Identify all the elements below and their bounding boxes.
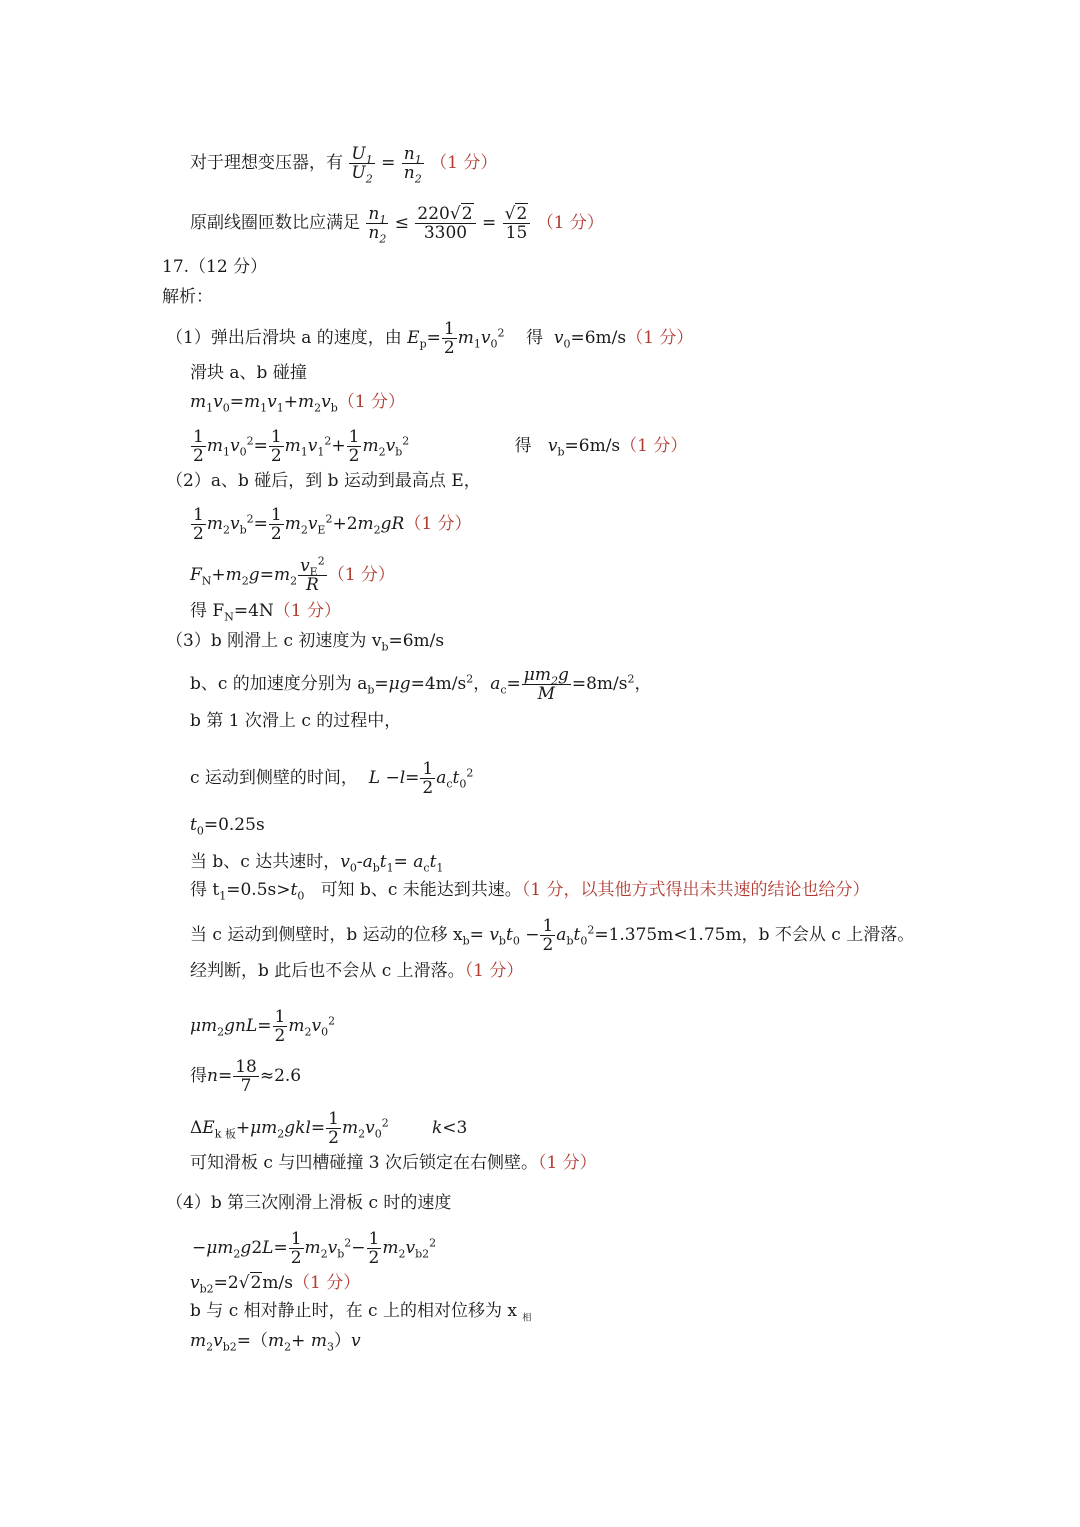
- analysis-label: 解析：: [162, 287, 213, 307]
- fraction: $\frac{1}{2}$: [443, 319, 455, 358]
- friction-eq: $\mu m_2gnL=$ $\frac{1}{2}$ $m_2v_0^2$: [190, 1007, 336, 1046]
- fraction: $\frac{n_1}{n_2}$: [368, 204, 387, 246]
- t1-result: 得 $t_1=0.5s>t_0$ 可知 b、c 未能达到共速。（1 分，以其他方式得出未共速的结论也给分）: [190, 880, 870, 903]
- acceleration-line: b、c 的加速度分别为 $a_b=\mu g=4m/s^2$，$a_c=$ $\frac{\mu m_2g}{M}$ $=8m/s^2$，: [190, 665, 652, 704]
- fraction: $\frac{1}{2}$: [422, 759, 434, 798]
- fraction: $\frac{1}{2}$: [290, 1229, 302, 1268]
- energy-eq-3: $\Delta E_{k 板}+\mu m_2gkl=$ $\frac{1}{2}$ $m_2v_0^2$ k<3: [190, 1109, 468, 1148]
- common-speed-line: 当 b、c 达共速时，$v_0-a_bt_1= a_ct_1$: [190, 852, 444, 875]
- part3-line: （3）b 刚滑上 c 初速度为 $v_b=6m/s$: [166, 631, 445, 654]
- fraction: $\frac{1}{2}$: [274, 1007, 286, 1046]
- fraction: $\frac{220√2}{3300}$: [415, 205, 475, 242]
- line-transformer: 对于理想变压器，有 $\frac{U_1}{U_2}$ = $\frac{n_1}{n_2}$ （1 分）: [190, 144, 498, 186]
- fraction: $\frac{1}{2}$: [348, 427, 360, 466]
- fraction: $\frac{1}{2}$: [368, 1229, 380, 1268]
- part2-line: （2）a、b 碰后，到 b 运动到最高点 E，: [166, 471, 481, 491]
- score-note: （1 分）: [626, 328, 694, 348]
- n-result: 得n= $\frac{18}{7}$ ≈2.6: [190, 1057, 302, 1096]
- fraction: $\frac{1}{2}$: [193, 505, 204, 544]
- score-note: （1 分）: [537, 1153, 597, 1173]
- first-slide-line: b 第 1 次滑上 c 的过程中，: [190, 711, 402, 731]
- score-note: （1 分）: [404, 514, 472, 534]
- fraction: $\frac{n_1}{n_2}$: [403, 144, 422, 186]
- fraction: $\frac{1}{2}$: [193, 427, 204, 466]
- force-result: 得 $F_N=4N(1$ 分）: [190, 601, 341, 624]
- score-note: （1 分）: [620, 436, 688, 456]
- score-note: （1 分）: [430, 153, 498, 173]
- fraction: $\frac{1}{2}$: [270, 505, 282, 544]
- score-note: （1 分）: [536, 213, 604, 233]
- time-line: c 运动到侧壁的时间， L −l= $\frac{1}{2}$ $a_ct_0^2$: [190, 759, 474, 798]
- force-eq: $F_N+m_2g=m_2$ $\frac{v_E^2}{R}$ （1 分）: [190, 554, 395, 595]
- score-note: （1 分，以其他方式得出未共速的结论也给分）: [521, 880, 870, 900]
- score-note: （1 分）: [337, 392, 405, 412]
- energy-eq-2: $\frac{1}{2}$ $m_2v_b^2=$ $\frac{1}{2}$ $m_2v_E^2+2m_2gR(1$ 分）: [193, 505, 472, 544]
- fraction: $\frac{U_1}{U_2}$: [351, 144, 373, 186]
- fraction: $\frac{\mu m_2g}{M}$: [523, 665, 569, 704]
- score-note: （1 分）: [464, 961, 524, 981]
- fraction: $\frac{1}{2}$: [328, 1109, 339, 1148]
- fraction: $\frac{1}{2}$: [270, 427, 282, 466]
- vb2-result: $v_{b2}=2√2m/s(1$ 分）: [190, 1273, 361, 1296]
- t0-result: $t_0=0.25s$: [190, 815, 265, 838]
- score-note: （1 分）: [327, 565, 395, 585]
- momentum-eq-2: $m_2v_{b2}=(m_2+ m_3)v$: [190, 1331, 361, 1354]
- displacement-line: 当 c 运动到侧壁时，b 运动的位移 $x_b= v_bt_0$ − $\frac{1}{2}$ $a_bt_0^2=1.375m<1.75m$，b 不会从 c 上滑落。: [190, 916, 915, 955]
- energy-eq-4: $-\mu m_2g2L=$ $\frac{1}{2}$ $m_2v_b^2-$ $\frac{1}{2}$ $m_2v_{b2}^2$: [192, 1229, 437, 1268]
- score-note: （1 分）: [292, 1273, 361, 1293]
- fraction: $\frac{1}{2}$: [542, 916, 554, 955]
- relative-rest-line: b 与 c 相对静止时，在 c 上的相对位移为 x $_相$: [190, 1301, 532, 1324]
- line-turns-ratio: 原副线圈匝数比应满足 $\frac{n_1}{n_2}$ ≤ $\frac{220√2}{3300}$ = $\frac{√2}{15}$ （1 分）: [190, 204, 604, 246]
- judgement-line: 经判断，b 此后也不会从 c 上滑落。（1 分）: [190, 961, 524, 981]
- part1-line: （1）弹出后滑块 a 的速度，由 $E_p=$ $\frac{1}{2}$ $m_1v_0^2$ 得 $v_0=6m/s(1$ 分）: [166, 319, 694, 358]
- fraction: $\frac{v_E^2}{R}$: [300, 554, 325, 595]
- fraction: $\frac{√2}{15}$: [503, 205, 531, 242]
- score-note: （1 分）: [273, 601, 341, 621]
- question-header: 17.（12 分）: [162, 257, 268, 277]
- collision-line: 滑块 a、b 碰撞: [190, 363, 307, 383]
- conclusion-line: 可知滑板 c 与凹槽碰撞 3 次后锁定在右侧壁。（1 分）: [190, 1153, 597, 1173]
- energy-eq: $\frac{1}{2}$ $m_1v_0^2=$ $\frac{1}{2}$ $m_1v_1^2+$ $\frac{1}{2}$ $m_2v_b^2$ 得 $v_b=6m/s(1$ 分）: [193, 427, 688, 466]
- fraction: $\frac{18}{7}$: [235, 1057, 257, 1096]
- part4-line: （4）b 第三次刚滑上滑板 c 时的速度: [166, 1193, 452, 1213]
- momentum-eq: $m_1v_0=m_1v_1+m_2v_b(1$ 分）: [190, 392, 405, 415]
